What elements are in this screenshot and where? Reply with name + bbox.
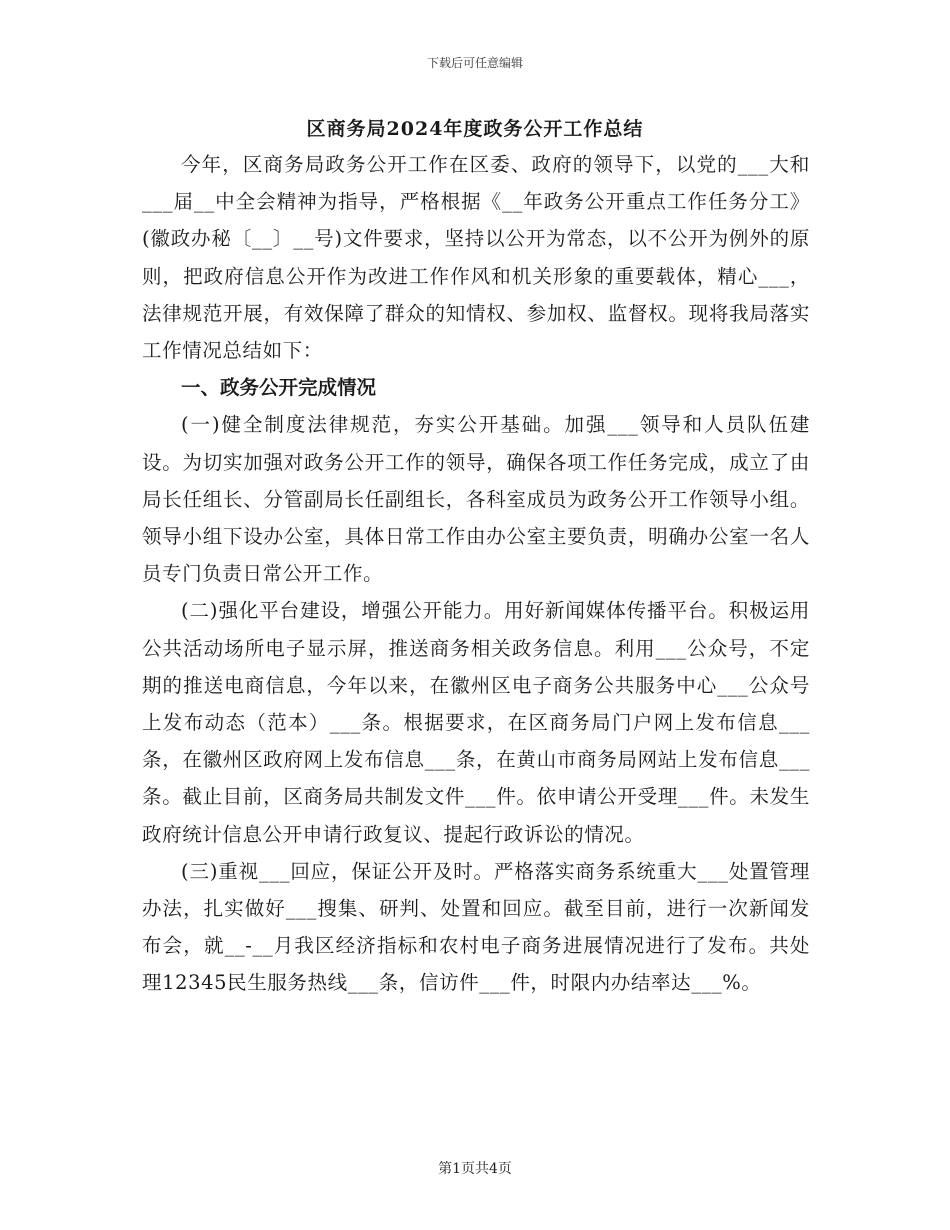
section-heading-1: 一、政务公开完成情况: [181, 376, 377, 400]
document-title: 区商务局2024年度政务公开工作总结: [306, 118, 644, 140]
page-indicator: 第1页共4页: [438, 1161, 512, 1177]
document-body: [142, 146, 810, 1002]
paragraph-1: (一)健全制度法律规范，夯实公开基础。加强___领导和人员队伍建设。为切实加强对政务公开工作的领导，确保各项工作任务完成，成立了由局长任组长、分管副局长任副组长，各科室成员为政务公开工作领导小组。领导小组下设办公室，具体日常工作由办公室主要负责，明确办公室一名人员专门负责日常公开工作。: [142, 413, 810, 586]
paragraph-3: (三)重视___回应，保证公开及时。严格落实商务系统重大___处置管理办法，扎实做好___搜集、研判、处置和回应。截至目前，进行一次新闻发布会，就__-__月我区经济指标和农村电子商务进展情况进行了发布。共处理12345民生服务热线___条，信访件___件，时限内办结率达___%。: [142, 859, 810, 995]
download-edit-note: 下载后可任意编辑: [426, 56, 523, 70]
paragraph-2: (二)强化平台建设，增强公开能力。用好新闻媒体传播平台。积极运用公共活动场所电子显示屏，推送商务相关政务信息。利用___公众号，不定期的推送电商信息，今年以来，在徽州区电子商务公共服务中心___公众号上发布动态（范本）___条。根据要求，在区商务局门户网上发布信息___条，在徽州区政府网上发布信息___条，在黄山市商务局网站上发布信息___条。截止目前，区商务局共制发文件___件。依申请公开受理___件。未发生政府统计信息公开申请行政复议、提起行政诉讼的情况。: [142, 599, 810, 846]
intro-paragraph: 今年，区商务局政务公开工作在区委、政府的领导下，以党的___大和___届__中全会精神为指导，严格根据《__年政务公开重点工作任务分工》(徽政办秘〔__〕__号)文件要求，坚持以公开为常态，以不公开为例外的原则，把政府信息公开作为改进工作作风和机关形象的重要载体，精心___，法律规范开展，有效保障了群众的知情权、参加权、监督权。现将我局落实工作情况总结如下：: [142, 153, 810, 363]
